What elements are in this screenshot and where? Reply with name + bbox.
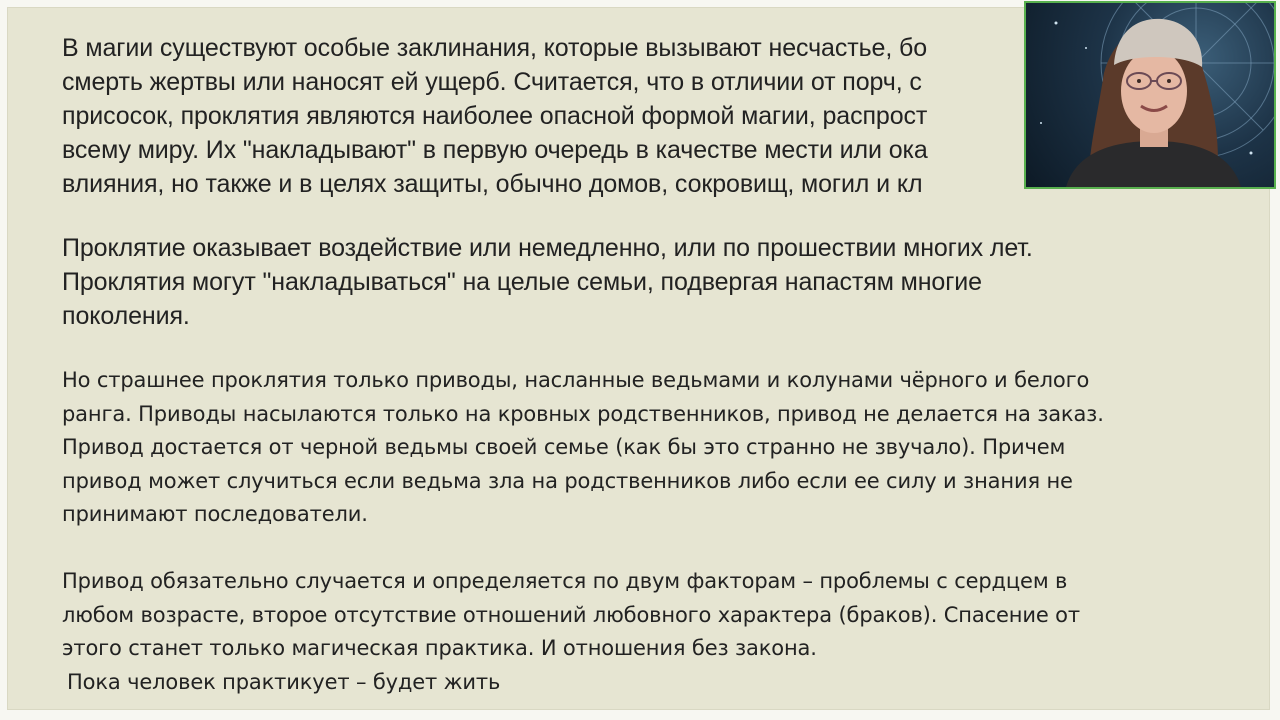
text-line: Проклятие оказывает воздействие или немедленно, или по прошествии многих лет. — [62, 234, 1033, 262]
text-line: всему миру. Их "накладывают" в первую очередь в качестве мести или ока — [62, 136, 928, 164]
text-line: Пока человек практикует – будет жить — [67, 669, 501, 694]
webcam-overlay — [1024, 1, 1276, 189]
text-line: В магии существуют особые заклинания, которые вызывают несчастье, бо — [62, 34, 928, 62]
text-line: этого станет только магическая практика. И отношения без закона. — [62, 636, 817, 660]
text-line: привод может случиться если ведьма зла на родственников либо если ее силу и знания не — [62, 468, 1073, 493]
text-line: Но страшнее проклятия только приводы, насланные ведьмами и колунами чёрного и белого — [62, 368, 1090, 392]
text-line: влияния, но также и в целях защиты, обычно домов, сокровищ, могил и кл — [62, 170, 923, 198]
paragraph-privody — [62, 364, 1104, 532]
text-line: Привод обязательно случается и определяется по двум факторам – проблемы с сердцем в — [62, 569, 1068, 593]
text-line: Проклятия могут "накладываться" на целые семьи, подвергая напастям многие — [62, 268, 982, 296]
text-line: поколения. — [62, 302, 190, 330]
text-line: ранга. Приводы насылаются только на кровных родственников, привод не делается на заказ. — [62, 401, 1104, 426]
text-line: Привод достается от черной ведьмы своей семье (как бы это странно не звучало). Причем — [62, 435, 1066, 459]
text-line: любом возрасте, второе отсутствие отношений любовного характера (браков). Спасение от — [62, 602, 1080, 627]
paragraph-privod-factors — [62, 565, 1080, 699]
paragraph-curses-intro — [62, 31, 928, 201]
text-line: присосок, проклятия являются наиболее опасной формой магии, распрост — [62, 102, 928, 130]
text-line: смерть жертвы или наносят ей ущерб. Считается, что в отличии от порч, с — [62, 68, 922, 96]
webcam-presenter-icon — [1026, 3, 1274, 187]
paragraph-curse-effect — [62, 231, 1033, 333]
text-line: принимают последователи. — [62, 502, 368, 526]
